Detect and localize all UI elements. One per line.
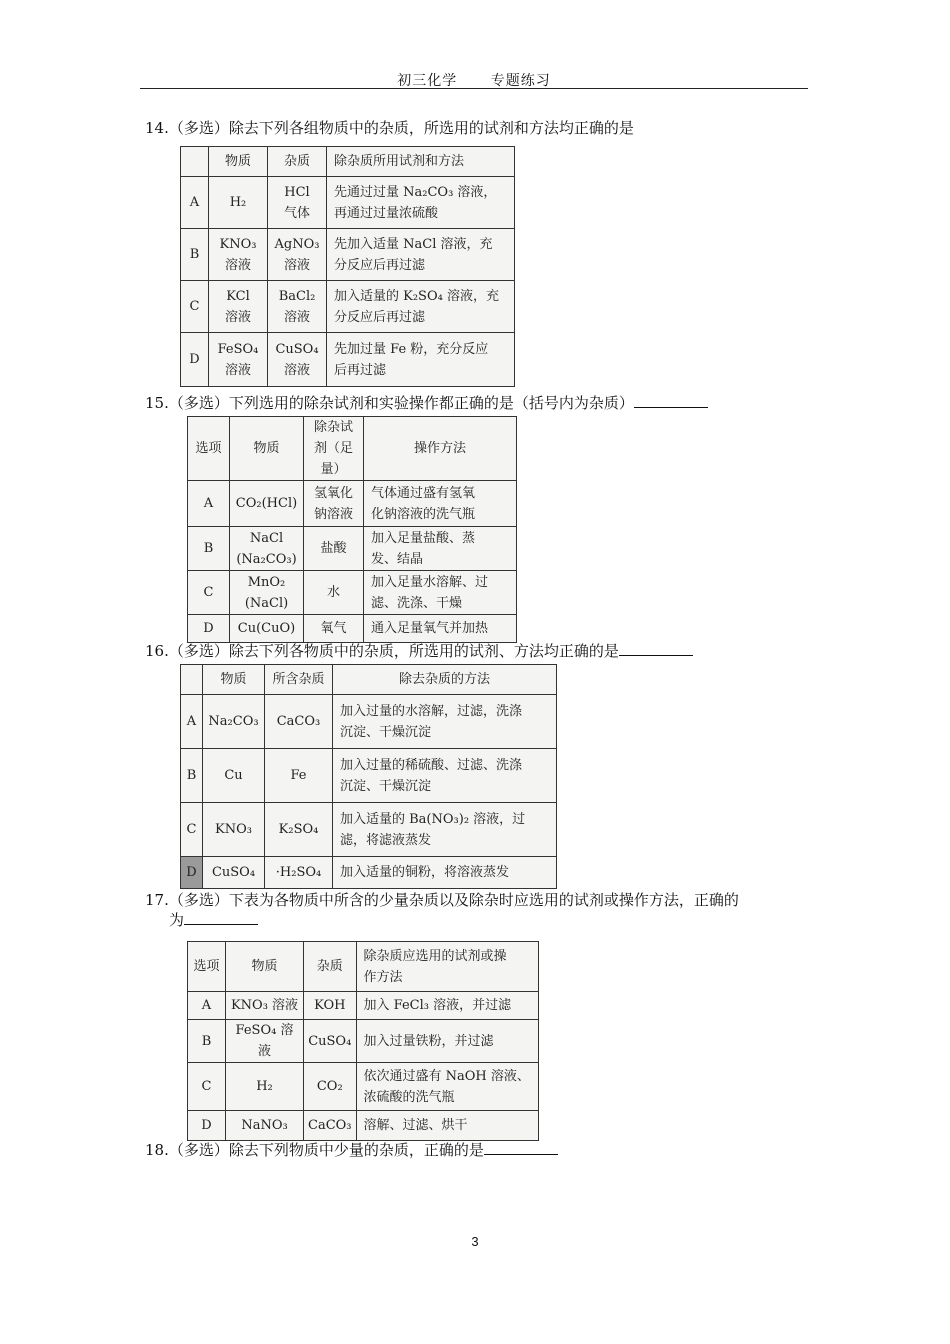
table-cell: Cu xyxy=(203,749,265,803)
table-cell: D xyxy=(181,333,209,387)
table-cell: Na₂CO₃ xyxy=(203,695,265,749)
question-16-table xyxy=(180,664,557,889)
table-row xyxy=(181,857,557,889)
table-cell: 加入过量的水溶解，过滤，洗涤 沉淀、干燥沉淀 xyxy=(333,695,557,749)
table-cell: 先加入适量 NaCl 溶液，充 分反应后再过滤 xyxy=(327,229,515,281)
table-cell: HCl 气体 xyxy=(268,177,327,229)
table-cell: CuSO₄ xyxy=(304,1020,357,1063)
table-cell: AgNO₃ 溶液 xyxy=(268,229,327,281)
table-cell: 氧气 xyxy=(304,615,364,643)
table-cell: 通入足量氧气并加热 xyxy=(364,615,517,643)
table-row xyxy=(188,615,517,643)
table-header-cell: 除杂质所用试剂和方法 xyxy=(327,147,515,177)
table-header-cell: 选项 xyxy=(188,942,226,992)
question-17 xyxy=(145,890,739,930)
table-row xyxy=(181,695,557,749)
table-cell: B xyxy=(188,527,230,571)
table-row xyxy=(188,992,539,1020)
table-cell: KOH xyxy=(304,992,357,1020)
table-cell: 先通过过量 Na₂CO₃ 溶液， 再通过过量浓硫酸 xyxy=(327,177,515,229)
table-header-cell: 除杂质应选用的试剂或操 作方法 xyxy=(356,942,538,992)
answer-blank[interactable] xyxy=(619,641,693,656)
table-cell: FeSO₄ 溶液 xyxy=(226,1020,304,1063)
table-cell: A xyxy=(188,992,226,1020)
table-cell: ·H₂SO₄ xyxy=(265,857,333,889)
table-cell: KNO₃ 溶液 xyxy=(226,992,304,1020)
table-cell: KNO₃ xyxy=(203,803,265,857)
table-row xyxy=(188,481,517,527)
answer-blank[interactable] xyxy=(184,910,258,925)
header-topic: 专题练习 xyxy=(490,73,551,89)
table-cell: B xyxy=(181,749,203,803)
table-cell: 加入过量铁粉，并过滤 xyxy=(356,1020,538,1063)
header-subject: 初三化学 xyxy=(397,73,458,89)
table-cell: B xyxy=(188,1020,226,1063)
table-header-cell: 物质 xyxy=(203,665,265,695)
table-cell: 加入足量水溶解、过 滤、洗涤、干燥 xyxy=(364,571,517,615)
table-header-cell: 操作方法 xyxy=(364,417,517,481)
question-15-table xyxy=(187,416,517,643)
table-header-cell: 杂质 xyxy=(304,942,357,992)
table-cell: NaNO₃ xyxy=(226,1111,304,1141)
table-header-cell xyxy=(181,147,209,177)
header-rule xyxy=(140,88,808,89)
table-cell: 氢氧化 钠溶液 xyxy=(304,481,364,527)
table-cell: BaCl₂ 溶液 xyxy=(268,281,327,333)
table-cell: 水 xyxy=(304,571,364,615)
question-17-text: 17.（多选）下表为各物质中所含的少量杂质以及除杂时应选用的试剂或操作方法，正确的 xyxy=(145,891,739,909)
table-header-row xyxy=(188,417,517,481)
question-17-text-cont: 为 xyxy=(169,911,185,929)
table-row xyxy=(188,571,517,615)
page-header xyxy=(140,70,808,90)
table-cell: MnO₂ (NaCl) xyxy=(230,571,304,615)
table-header-cell xyxy=(181,665,203,695)
table-header-row xyxy=(181,147,515,177)
table-cell: C xyxy=(181,803,203,857)
table-cell: A xyxy=(181,695,203,749)
question-18-text: 18.（多选）除去下列物质中少量的杂质，正确的是 xyxy=(145,1141,484,1159)
table-cell: 加入适量的 K₂SO₄ 溶液，充 分反应后再过滤 xyxy=(327,281,515,333)
page-number: 3 xyxy=(471,1234,479,1249)
table-cell: 依次通过盛有 NaOH 溶液、 浓硫酸的洗气瓶 xyxy=(356,1063,538,1111)
table-header-row xyxy=(188,942,539,992)
table-cell: CO₂ xyxy=(304,1063,357,1111)
table-cell: C xyxy=(188,1063,226,1111)
table-row xyxy=(188,527,517,571)
table-row xyxy=(188,1020,539,1063)
question-14-table xyxy=(180,146,515,387)
table-header-cell: 除去杂质的方法 xyxy=(333,665,557,695)
table-cell: CO₂(HCl) xyxy=(230,481,304,527)
table-header-cell: 选项 xyxy=(188,417,230,481)
table-header-cell: 物质 xyxy=(209,147,268,177)
table-cell: D xyxy=(181,857,203,889)
table-cell: Fe xyxy=(265,749,333,803)
table-row xyxy=(181,333,515,387)
table-row xyxy=(181,177,515,229)
table-cell: C xyxy=(181,281,209,333)
question-15-text: 15.（多选）下列选用的除杂试剂和实验操作都正确的是（括号内为杂质） xyxy=(145,394,634,412)
table-cell: FeSO₄ 溶液 xyxy=(209,333,268,387)
table-header-cell: 杂质 xyxy=(268,147,327,177)
question-15 xyxy=(145,393,708,413)
table-cell: CuSO₄ xyxy=(203,857,265,889)
table-cell: CuSO₄ 溶液 xyxy=(268,333,327,387)
answer-blank[interactable] xyxy=(484,1140,558,1155)
table-cell: CaCO₃ xyxy=(265,695,333,749)
question-18 xyxy=(145,1140,558,1160)
question-14 xyxy=(145,118,634,138)
table-header-cell: 所含杂质 xyxy=(265,665,333,695)
table-header-cell: 除杂试 剂（足量） xyxy=(304,417,364,481)
table-cell: D xyxy=(188,615,230,643)
answer-blank[interactable] xyxy=(634,393,708,408)
table-cell: 溶解、过滤、烘干 xyxy=(356,1111,538,1141)
table-header-cell: 物质 xyxy=(230,417,304,481)
table-cell: 盐酸 xyxy=(304,527,364,571)
table-cell: CaCO₃ xyxy=(304,1111,357,1141)
table-row xyxy=(181,749,557,803)
table-header-cell: 物质 xyxy=(226,942,304,992)
question-16-text: 16.（多选）除去下列各物质中的杂质，所选用的试剂、方法均正确的是 xyxy=(145,642,619,660)
question-14-text: 14.（多选）除去下列各组物质中的杂质，所选用的试剂和方法均正确的是 xyxy=(145,119,634,137)
table-cell: C xyxy=(188,571,230,615)
table-cell: 加入足量盐酸、蒸 发、结晶 xyxy=(364,527,517,571)
table-cell: Cu(CuO) xyxy=(230,615,304,643)
table-cell: D xyxy=(188,1111,226,1141)
table-cell: 加入适量的铜粉，将溶液蒸发 xyxy=(333,857,557,889)
table-cell: KNO₃ 溶液 xyxy=(209,229,268,281)
table-cell: H₂ xyxy=(209,177,268,229)
table-cell: 加入 FeCl₃ 溶液，并过滤 xyxy=(356,992,538,1020)
table-row xyxy=(188,1063,539,1111)
table-cell: 加入适量的 Ba(NO₃)₂ 溶液，过 滤，将滤液蒸发 xyxy=(333,803,557,857)
table-row xyxy=(188,1111,539,1141)
table-cell: 先加过量 Fe 粉，充分反应 后再过滤 xyxy=(327,333,515,387)
table-cell: A xyxy=(188,481,230,527)
table-cell: NaCl (Na₂CO₃) xyxy=(230,527,304,571)
table-cell: A xyxy=(181,177,209,229)
table-cell: 气体通过盛有氢氧 化钠溶液的洗气瓶 xyxy=(364,481,517,527)
table-cell: KCl 溶液 xyxy=(209,281,268,333)
table-cell: 加入过量的稀硫酸、过滤、洗涤 沉淀、干燥沉淀 xyxy=(333,749,557,803)
table-row xyxy=(181,281,515,333)
table-row xyxy=(181,229,515,281)
table-cell: H₂ xyxy=(226,1063,304,1111)
table-header-row xyxy=(181,665,557,695)
table-cell: B xyxy=(181,229,209,281)
question-16 xyxy=(145,641,693,661)
table-cell: K₂SO₄ xyxy=(265,803,333,857)
table-row xyxy=(181,803,557,857)
question-17-table xyxy=(187,941,539,1141)
